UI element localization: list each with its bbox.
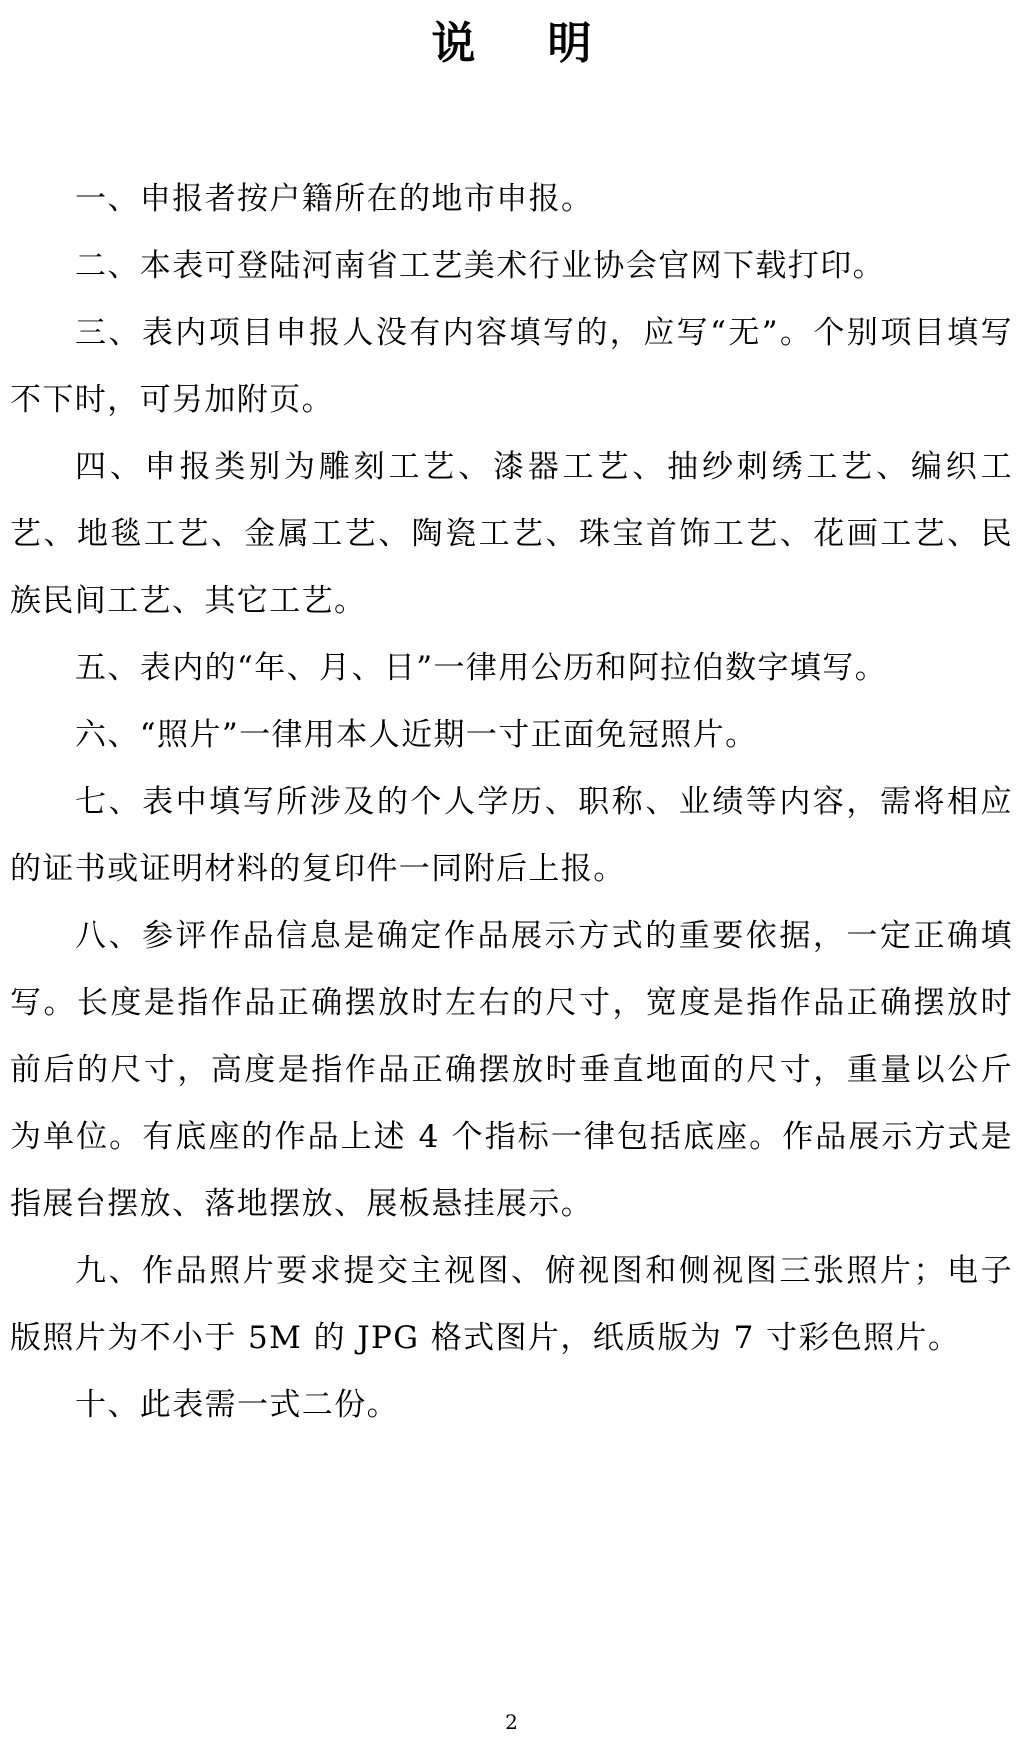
instruction-item-7: 七、表中填写所涉及的个人学历、职称、业绩等内容，需将相应的证书或证明材料的复印件一同附后上报。 [10,784,1013,887]
instruction-item-9: 九、作品照片要求提交主视图、俯视图和侧视图三张照片；电子版照片为不小于 5M 的 JPG 格式图片，纸质版为 7 寸彩色照片。 [10,1253,1013,1356]
page-number: 2 [505,1710,518,1734]
instruction-item-6: 六、“照片”一律用本人近期一寸正面免冠照片。 [75,717,758,753]
instruction-item-5: 五、表内的“年、月、日”一律用公历和阿拉伯数字填写。 [75,650,888,686]
instruction-item-10: 十、此表需一式二份。 [75,1387,399,1423]
instruction-item-1: 一、申报者按户籍所在的地市申报。 [75,181,594,217]
instructions-body [10,166,1013,1439]
page-title: 说明 [431,18,664,69]
instruction-item-2: 二、本表可登陆河南省工艺美术行业协会官网下载打印。 [75,248,885,284]
instruction-item-3: 三、表内项目申报人没有内容填写的，应写“无”。个别项目填写不下时，可另加附页。 [10,315,1013,418]
instruction-item-8: 八、参评作品信息是确定作品展示方式的重要依据，一定正确填写。长度是指作品正确摆放时左右的尺寸，宽度是指作品正确摆放时前后的尺寸，高度是指作品正确摆放时垂直地面的尺寸，重量以公斤为单位。有底座的作品上述 4 个指标一律包括底座。作品展示方式是指展台摆放、落地摆放、展板悬挂展示。 [10,918,1013,1222]
instruction-item-4: 四、申报类别为雕刻工艺、漆器工艺、抽纱刺绣工艺、编织工艺、地毯工艺、金属工艺、陶瓷工艺、珠宝首饰工艺、花画工艺、民族民间工艺、其它工艺。 [10,449,1013,619]
